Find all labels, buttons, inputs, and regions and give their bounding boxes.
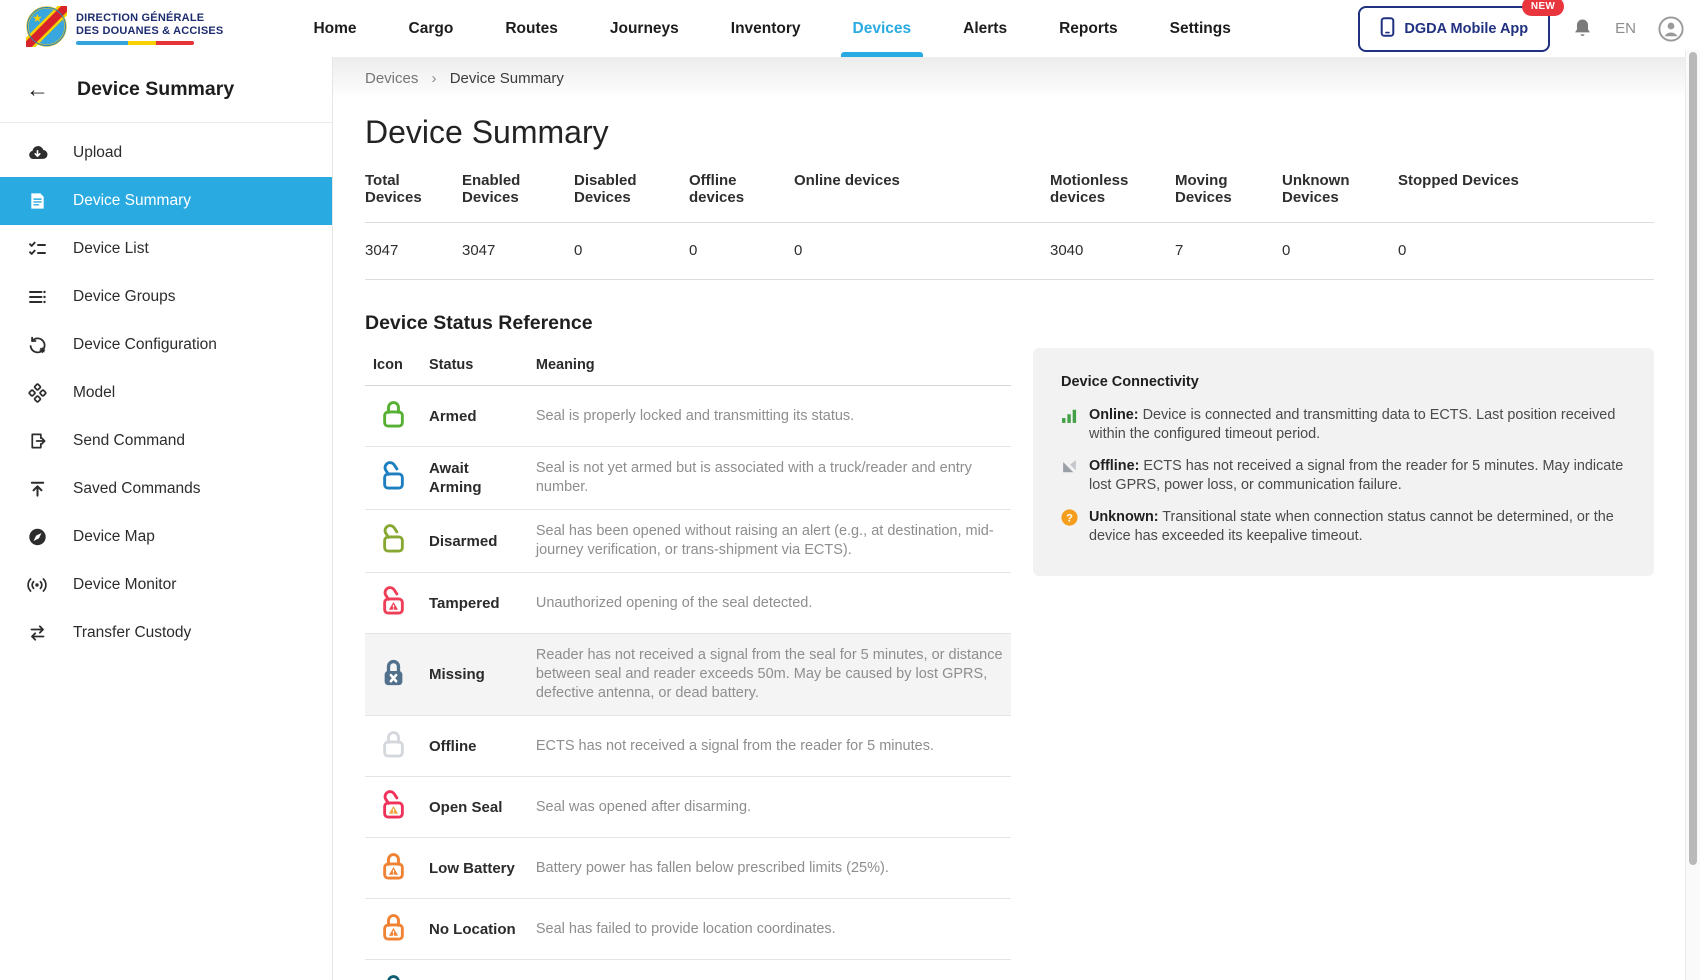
stat-value: 3040 bbox=[1050, 242, 1084, 259]
stat-col-header: Moving Devices bbox=[1175, 172, 1232, 206]
notifications-bell-icon[interactable] bbox=[1572, 17, 1593, 40]
new-badge: NEW bbox=[1522, 0, 1564, 16]
stat-col-header: Unknown Devices bbox=[1282, 172, 1350, 206]
sidebar-item-label: Device Monitor bbox=[73, 576, 177, 593]
stat-value: 3047 bbox=[462, 242, 496, 259]
logo-line-1: DIRECTION GÉNÉRALE bbox=[76, 12, 205, 24]
list-lines-icon bbox=[26, 287, 48, 307]
lock-closed-icon bbox=[365, 386, 421, 447]
status-name: Armed bbox=[421, 386, 528, 447]
sidebar-item-device-map[interactable] bbox=[0, 513, 332, 561]
status-meaning: Seal was opened after disarming. bbox=[528, 777, 1011, 838]
cloud-upload-icon bbox=[26, 143, 48, 163]
status-name: Missing bbox=[421, 634, 528, 716]
phone-icon bbox=[1380, 17, 1395, 41]
sidebar-item-device-summary[interactable] bbox=[0, 177, 332, 225]
lock-closed-icon bbox=[365, 838, 421, 899]
nav-item-routes[interactable] bbox=[479, 0, 584, 57]
sidebar-item-device-groups[interactable] bbox=[0, 273, 332, 321]
broadcast-icon bbox=[26, 575, 48, 595]
nav-item-reports[interactable] bbox=[1033, 0, 1144, 57]
status-row-disarmed bbox=[365, 510, 1011, 573]
breadcrumb-strip bbox=[333, 57, 1700, 99]
question-circle-icon bbox=[1061, 508, 1078, 546]
nav-item-alerts[interactable] bbox=[937, 0, 1033, 57]
status-meaning: Seal is not yet armed but is associated with a truck/reader and entry number. bbox=[528, 447, 1011, 510]
nav-label: Settings bbox=[1169, 19, 1231, 37]
sidebar-item-label: Model bbox=[73, 384, 116, 401]
connectivity-text: Online: Device is connected and transmitting data to ECTS. Last position received within the configured timeout period. bbox=[1089, 407, 1616, 442]
status-row-missing bbox=[365, 634, 1011, 716]
breadcrumb-current: Device Summary bbox=[449, 69, 564, 87]
stat-value: 0 bbox=[1282, 242, 1291, 259]
svg-text:?: ? bbox=[1066, 512, 1073, 525]
sidebar-header bbox=[0, 57, 332, 123]
nav-label: Routes bbox=[505, 19, 558, 37]
swap-arrows-icon bbox=[26, 623, 48, 643]
sidebar-item-label: Device Configuration bbox=[73, 336, 217, 353]
stat-col-header: Offline devices bbox=[689, 172, 745, 206]
sidebar-item-model[interactable] bbox=[0, 369, 332, 417]
status-meaning: Reader has not received a signal from the seal for 5 minutes, or distance between seal and reader exceeds 50m. May be caused by lost GPRS, defective antenna, or dead battery. bbox=[528, 634, 1011, 716]
connectivity-heading: Device Connectivity bbox=[1061, 374, 1199, 390]
logo-text bbox=[76, 12, 223, 45]
breadcrumb-separator: › bbox=[431, 69, 437, 87]
status-table-col-status: Status bbox=[421, 348, 528, 386]
active-tab-underline bbox=[841, 52, 924, 57]
nav-label: Devices bbox=[852, 19, 912, 37]
back-arrow-icon[interactable]: ← bbox=[26, 76, 49, 102]
status-row-low-battery bbox=[365, 838, 1011, 899]
stat-value: 0 bbox=[794, 242, 803, 259]
status-name: Tampered bbox=[421, 573, 528, 634]
checklist-icon bbox=[26, 239, 48, 259]
lock-closed-icon bbox=[365, 716, 421, 777]
main-content bbox=[333, 57, 1700, 980]
status-row-open-seal bbox=[365, 777, 1011, 838]
status-name: Await Arming bbox=[421, 447, 528, 510]
lock-open-icon bbox=[365, 573, 421, 634]
device-stats-table bbox=[365, 157, 1654, 280]
sidebar-item-label: Device Map bbox=[73, 528, 155, 545]
status-name bbox=[421, 960, 528, 980]
lock-open-icon bbox=[365, 510, 421, 573]
dgda-emblem-icon bbox=[26, 6, 67, 52]
lock-closed-icon bbox=[365, 960, 421, 980]
nav-label: Cargo bbox=[408, 19, 454, 37]
nav-item-cargo[interactable] bbox=[383, 0, 480, 57]
nav-item-home[interactable] bbox=[287, 0, 382, 57]
sidebar-item-transfer-custody[interactable] bbox=[0, 609, 332, 657]
status-name: Offline bbox=[421, 716, 528, 777]
header-right bbox=[1358, 0, 1684, 52]
status-row-offline bbox=[365, 716, 1011, 777]
connectivity-text: Unknown: Transitional state when connection status cannot be determined, or the device has exceeded its keepalive timeout. bbox=[1089, 509, 1614, 544]
stats-value-row bbox=[365, 223, 1654, 280]
sidebar-item-saved-commands[interactable] bbox=[0, 465, 332, 513]
stat-value: 0 bbox=[689, 242, 698, 259]
stat-value: 3047 bbox=[365, 242, 399, 259]
status-meaning: Seal has been opened without raising an alert (e.g., at destination, mid-journey verification, or trans-shipment via ECTS). bbox=[528, 510, 1011, 573]
sidebar-item-label: Device Summary bbox=[73, 192, 191, 209]
status-reference-table bbox=[365, 348, 1011, 980]
stat-col-header: Online devices bbox=[794, 172, 900, 189]
flag-tricolor-bar bbox=[76, 41, 194, 45]
device-connectivity-panel bbox=[1033, 348, 1654, 576]
status-meaning: Battery power has fallen below prescribed limits (25%). bbox=[528, 838, 1011, 899]
page-title: Device Summary bbox=[365, 114, 609, 150]
stat-col-header: Motionless devices bbox=[1050, 172, 1129, 206]
logo-line-2: DES DOUANES & ACCISES bbox=[76, 25, 224, 37]
status-meaning: Seal has failed to provide location coordinates. bbox=[528, 899, 1011, 960]
sidebar-item-label: Send Command bbox=[73, 432, 186, 449]
stat-value: 0 bbox=[1398, 242, 1407, 259]
status-meaning: Unauthorized opening of the seal detected. bbox=[528, 573, 1011, 634]
nav-label: Reports bbox=[1059, 19, 1118, 37]
nav-item-journeys[interactable] bbox=[584, 0, 705, 57]
compass-icon bbox=[26, 527, 48, 547]
lock-open-icon bbox=[365, 777, 421, 838]
stat-value: 7 bbox=[1175, 242, 1184, 259]
status-reference-heading: Device Status Reference bbox=[365, 312, 593, 334]
language-selector[interactable]: EN bbox=[1615, 20, 1636, 37]
sidebar-item-device-monitor[interactable] bbox=[0, 561, 332, 609]
status-table-col-icon: Icon bbox=[365, 348, 421, 386]
status-name: Disarmed bbox=[421, 510, 528, 573]
status-table-col-meaning: Meaning bbox=[528, 348, 1011, 386]
connectivity-list bbox=[1061, 406, 1626, 546]
breadcrumb bbox=[365, 70, 564, 87]
nav-label: Alerts bbox=[963, 19, 1008, 37]
sidebar-item-upload[interactable] bbox=[0, 129, 332, 177]
sidebar-menu bbox=[0, 123, 332, 657]
stat-col-header: Disabled Devices bbox=[574, 172, 637, 206]
history-gear-icon bbox=[26, 335, 48, 355]
sidebar-item-label: Device Groups bbox=[73, 288, 176, 305]
stat-col-header: Enabled Devices bbox=[462, 172, 521, 206]
status-row-tampered bbox=[365, 573, 1011, 634]
sidebar-title: Device Summary bbox=[77, 78, 235, 100]
sidebar-item-label: Device List bbox=[73, 240, 149, 257]
nav-label: Journeys bbox=[609, 19, 679, 37]
signal-bars-icon bbox=[1061, 406, 1078, 444]
connectivity-item-offline bbox=[1061, 457, 1626, 495]
connectivity-text: Offline: ECTS has not received a signal from the reader for 5 minutes. May indicate lost GPRS, power loss, or communication failure. bbox=[1089, 458, 1624, 493]
doc-arrow-icon bbox=[26, 431, 48, 451]
status-meaning: Seal is properly locked and transmitting its status. bbox=[528, 386, 1011, 447]
nav-item-inventory[interactable] bbox=[705, 0, 827, 57]
breadcrumb-devices[interactable]: Devices bbox=[365, 69, 419, 87]
stats-header-row bbox=[365, 157, 1654, 223]
sidebar-item-device-configuration[interactable] bbox=[0, 321, 332, 369]
svg-text:★: ★ bbox=[32, 12, 43, 25]
vertical-scrollbar-thumb[interactable] bbox=[1689, 52, 1697, 865]
nav-label: Inventory bbox=[730, 19, 801, 37]
status-name: Low Battery bbox=[421, 838, 528, 899]
doc-summary-icon bbox=[26, 191, 48, 211]
diamonds-icon bbox=[26, 383, 48, 403]
status-name: Open Seal bbox=[421, 777, 528, 838]
status-row-armed bbox=[365, 386, 1011, 447]
status-name: No Location bbox=[421, 899, 528, 960]
status-meaning: ECTS has not received a signal from the reader for 5 minutes. bbox=[528, 716, 1011, 777]
lock-closed-icon bbox=[365, 899, 421, 960]
connectivity-item-unknown bbox=[1061, 508, 1626, 546]
status-row-await-arming bbox=[365, 447, 1011, 510]
main-nav bbox=[287, 0, 1256, 57]
user-avatar-icon[interactable] bbox=[1658, 16, 1684, 42]
stat-value: 0 bbox=[574, 242, 583, 259]
stat-col-header: Stopped Devices bbox=[1398, 172, 1519, 189]
signal-off-icon bbox=[1061, 457, 1078, 495]
status-row-no-location bbox=[365, 899, 1011, 960]
sidebar bbox=[0, 57, 333, 980]
stat-col-header: Total Devices bbox=[365, 172, 422, 206]
sidebar-item-label: Saved Commands bbox=[73, 480, 201, 497]
dgda-logo[interactable] bbox=[26, 6, 223, 52]
status-row-charging bbox=[365, 960, 1011, 980]
lock-open-icon bbox=[365, 447, 421, 510]
sidebar-item-send-command[interactable] bbox=[0, 417, 332, 465]
vertical-scrollbar-track[interactable] bbox=[1685, 50, 1700, 980]
nav-item-settings[interactable] bbox=[1144, 0, 1257, 57]
status-meaning bbox=[528, 960, 1011, 980]
sidebar-item-label: Upload bbox=[73, 144, 123, 161]
top-header bbox=[0, 0, 1700, 57]
dgda-mobile-app-button[interactable] bbox=[1358, 0, 1556, 52]
mobile-app-label: DGDA Mobile App bbox=[1404, 20, 1529, 37]
sidebar-item-device-list[interactable] bbox=[0, 225, 332, 273]
connectivity-item-online bbox=[1061, 406, 1626, 444]
nav-label: Home bbox=[313, 19, 357, 37]
nav-item-devices[interactable] bbox=[827, 0, 938, 57]
upload-tray-icon bbox=[26, 479, 48, 499]
sidebar-item-label: Transfer Custody bbox=[73, 624, 192, 641]
lock-filled-x-icon bbox=[365, 634, 421, 716]
